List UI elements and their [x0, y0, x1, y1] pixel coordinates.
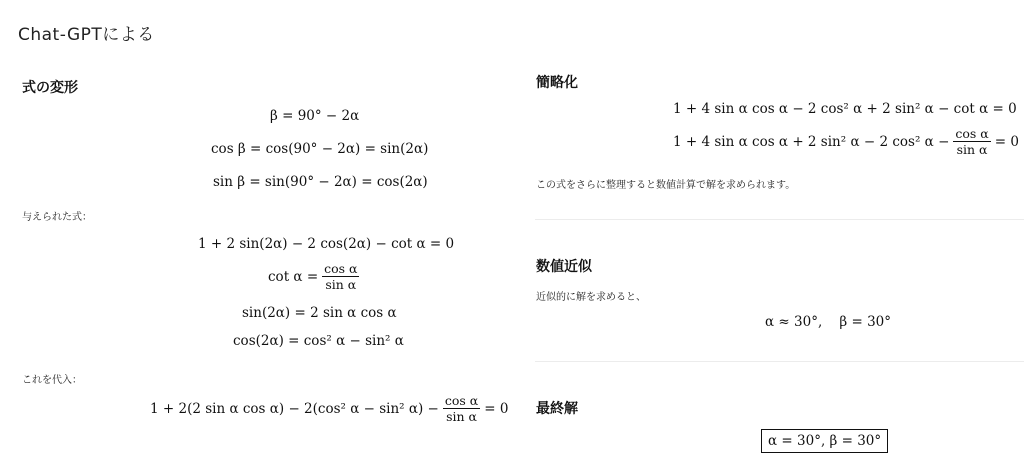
- section-heading-approximation: 数値近似: [536, 259, 592, 275]
- fraction-numerator: cos α: [444, 393, 479, 408]
- equation-substituted: [150, 394, 508, 423]
- simplify-note: この式をさらに整理すると数値計算で解を求められます。: [536, 180, 796, 191]
- equation-simplified-2-rhs: = 0: [994, 133, 1019, 150]
- equation-simplified-1: 1 + 4 sin α cos α − 2 cos² α + 2 sin² α − cot α = 0: [673, 101, 1017, 117]
- section-heading-final: 最終解: [536, 401, 578, 417]
- equation-substituted-lhs: 1 + 2(2 sin α cos α) − 2(cos² α − sin² α) −: [150, 400, 439, 417]
- final-answer-box: α = 30°, β = 30°: [761, 429, 888, 453]
- section-divider: [535, 219, 1024, 220]
- equation-sin-double: sin(2α) = 2 sin α cos α: [242, 305, 397, 321]
- fraction-numerator: cos α: [955, 126, 989, 141]
- approximation-note: 近似的に解を求めると、: [536, 292, 646, 303]
- equation-simplified-2: [673, 127, 1019, 156]
- substitute-label: これを代入：: [22, 375, 82, 386]
- section-heading-transform: 式の変形: [22, 80, 78, 96]
- equation-cos-double: cos(2α) = cos² α − sin² α: [233, 333, 404, 349]
- given-expression-label: 与えられた式：: [22, 212, 92, 223]
- equation-cot: [268, 262, 359, 291]
- fraction-denominator: sin α: [956, 142, 988, 158]
- equation-approximation: α ≈ 30°, β = 30°: [765, 314, 892, 330]
- fraction: [322, 262, 359, 291]
- equation-simplified-2-lhs: 1 + 4 sin α cos α + 2 sin² α − 2 cos² α −: [673, 133, 950, 150]
- equation-substituted-rhs: = 0: [484, 400, 509, 417]
- fraction-denominator: sin α: [325, 277, 357, 293]
- equation-cot-lhs: cot α =: [268, 268, 319, 285]
- equation-beta: β = 90° − 2α: [270, 108, 360, 124]
- fraction: [443, 394, 480, 423]
- equation-sin-beta: sin β = sin(90° − 2α) = cos(2α): [213, 174, 428, 190]
- fraction-denominator: sin α: [446, 409, 477, 425]
- fraction: [953, 127, 990, 156]
- section-divider: [535, 361, 1024, 362]
- fraction-numerator: cos α: [324, 261, 358, 276]
- equation-given: 1 + 2 sin(2α) − 2 cos(2α) − cot α = 0: [198, 236, 455, 252]
- section-heading-simplify: 簡略化: [536, 75, 578, 91]
- equation-cos-beta: cos β = cos(90° − 2α) = sin(2α): [211, 141, 429, 157]
- page-title: Chat-GPTによる: [18, 25, 155, 45]
